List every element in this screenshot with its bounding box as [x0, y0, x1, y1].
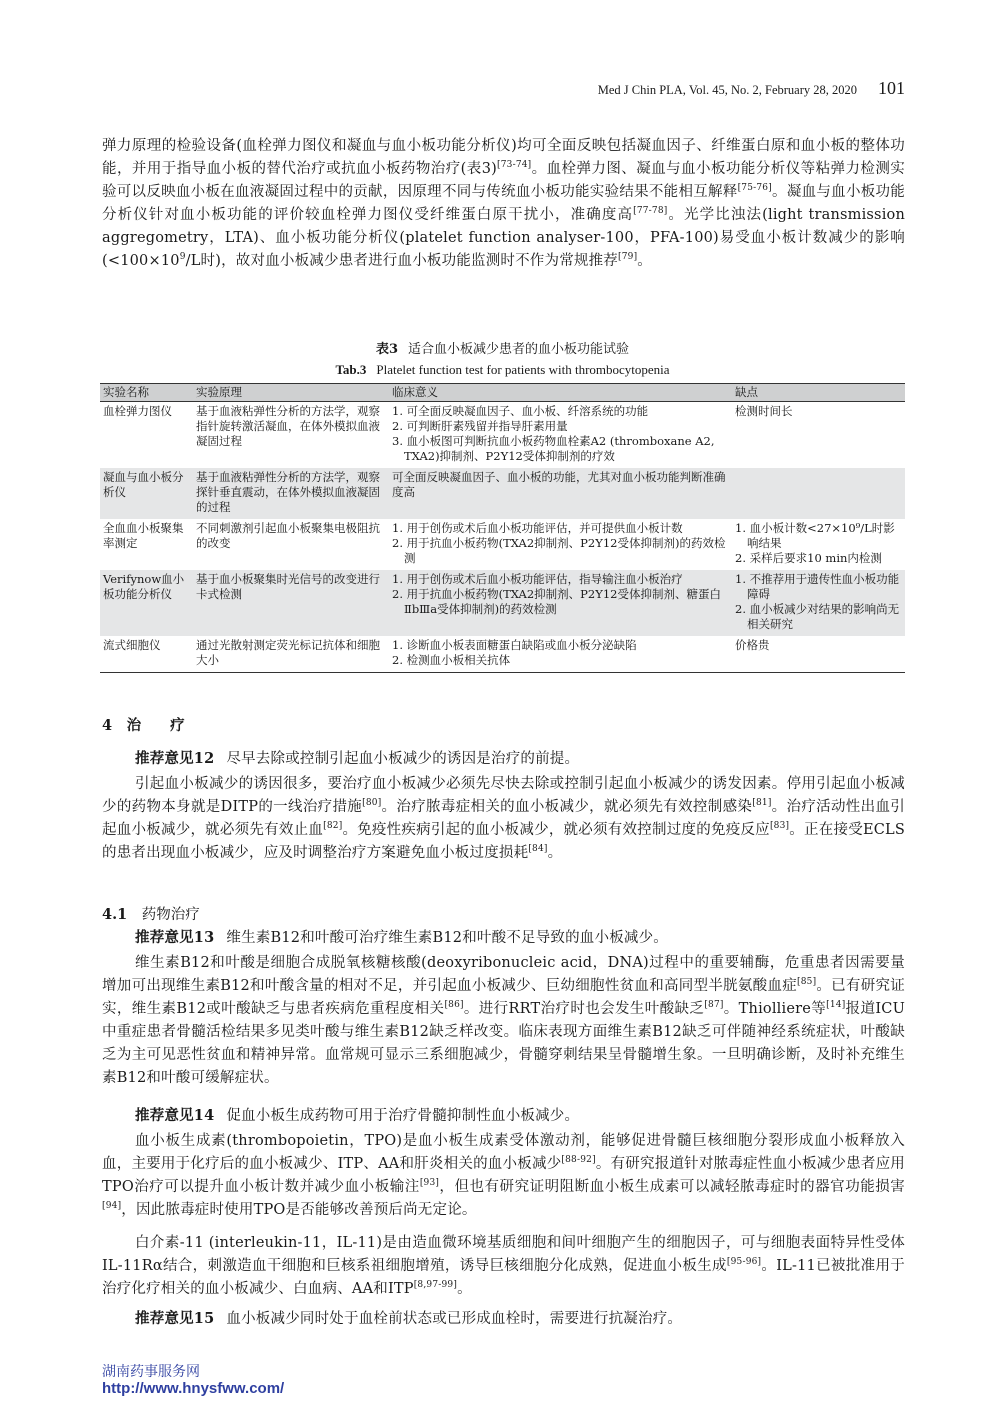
cell-meaning: 1. 诊断血小板表面糖蛋白缺陷或血小板分泌缺陷 2. 检测血小板相关抗体: [389, 636, 732, 673]
cell-meaning: 可全面反映凝血因子、血小板的功能，尤其对血小板功能判断准确度高: [389, 468, 732, 519]
site-name: 湖南药事服务网: [102, 1363, 200, 1379]
paragraph-b12-folate: 维生素B12和叶酸是细胞合成脱氧核糖核酸(deoxyribonucleic acid，DNA)过程中的重要辅酶，危重患者因需要量增加可出现维生素B12和叶酸含量的相对不足，并引起血小板减少、巨幼细胞性贫血和高同型半胱氨酸血症[85]。已有研究证实，维生素B12或叶酸缺乏与患者疾病危重程度相关[86]。进行RRT治疗时也会发生叶酸缺乏[87]。Thiolliere等[14]报道ICU中重症患者骨髓活检结果多见类叶酸与维生素B12缺乏样改变。临床表现方面维生素B12缺乏可伴随神经系统症状，叶酸缺乏为主可见恶性贫血和精神异常。血常规可显示三系细胞减少，骨髓穿刺结果呈骨髓增生象。一旦明确诊断，及时补充维生素B12和叶酸可缓解症状。: [102, 955, 906, 1086]
cell-principle: 基于血液粘弹性分析的方法学，观察探针垂直震动，在体外模拟血液凝固的过程: [193, 468, 389, 519]
paragraph-triggers: 引起血小板减少的诱因很多，要治疗血小板减少必须先尽快去除或控制引起血小板减少的诱发因素。停用引起血小板减少的药物本身就是DITP的一线治疗措施[80]。治疗脓毒症相关的血小板减少，就必须先有效控制感染[81]。治疗活动性出血引起血小板减少，就必须先有效止血[82]。免疫性疾病引起的血小板减少，就必须有效控制过度的免疫反应[83]。正在接受ECLS的患者出现血小板减少，应及时调整治疗方案避免血小板过度损耗[84]。: [102, 776, 906, 861]
table-row: [100, 519, 905, 570]
cell-drawback: [732, 468, 905, 519]
cell-meaning: 1. 可全面反映凝血因子、血小板、纤溶系统的功能 2. 可判断肝素残留并指导肝素用量 3. 血小板图可判断抗血小板药物血栓素A2 (thromboxane A2, TXA2)抑制剂、P2Y12受体抑制剂的疗效: [392, 404, 715, 463]
col-header: 缺点: [732, 384, 905, 402]
cell-principle: 基于血液粘弹性分析的方法学，观察指针旋转激活凝血，在体外模拟血液凝固过程: [196, 404, 380, 448]
table-title-cn: 表3 适合血小板减少患者的血小板功能试验: [375, 342, 630, 357]
table-row: [100, 570, 905, 636]
cell-drawback: 检测时间长: [735, 404, 793, 418]
running-header: [100, 78, 905, 102]
journal-info: Med J Chin PLA, Vol. 45, No. 2, February 28, 2020: [597, 83, 857, 97]
cell-principle: 通过光散射测定荧光标记抗体和细胞大小: [193, 636, 389, 673]
table-row: [100, 636, 905, 673]
cell-name: Verifynow血小板功能分析仪: [100, 570, 193, 636]
cell-drawback: 价格贵: [732, 636, 905, 673]
table-row: [100, 468, 905, 519]
cell-name: 全血血小板聚集率测定: [103, 521, 184, 550]
recommendation-12: 推荐意见12 尽早去除或控制引起血小板减少的诱因是治疗的前提。: [135, 750, 580, 767]
paragraph-il11: 白介素-11 (interleukin-11，IL-11)是由造血微环境基质细胞和间叶细胞产生的细胞因子，可与细胞表面特异性受体IL-11Rα结合，刺激造血干细胞和巨核系祖细胞增殖，诱导巨核细胞分化成熟，促进血小板生成[95-96]。IL-11已被批准用于治疗化疗相关的血小板减少、白血病、AA和ITP[8,97-99]。: [102, 1235, 905, 1297]
cell-drawback: 1. 不推荐用于遗传性血小板功能障碍 2. 血小板减少对结果的影响尚无相关研究: [732, 570, 905, 636]
section-heading-treatment: 4 治 疗: [102, 717, 185, 734]
cell-name: 血栓弹力图仪: [103, 404, 172, 418]
cell-name: 凝血与血小板分析仪: [100, 468, 193, 519]
site-url[interactable]: http://www.hnysfww.com/: [102, 1380, 285, 1397]
paragraph-tpo: 血小板生成素(thrombopoietin，TPO)是血小板生成素受体激动剂，能够促进骨髓巨核细胞分裂形成血小板释放入血，主要用于化疗后的血小板减少、ITP、AA和肝炎相关的血小板减少[88-92]。有研究报道针对脓毒症性血小板减少患者应用TPO治疗可以提升血小板计数并减少血小板输注[93]，但也有研究证明阻断血小板生成素可以减轻脓毒症时的器官功能损害[94]，因此脓毒症时使用TPO是否能够改善预后尚无定论。: [102, 1133, 906, 1218]
table-title-en: Tab.3 Platelet function test for patients with thrombocytopenia: [335, 362, 670, 377]
cell-drawback: 1. 血小板计数<27×10⁹/L时影响结果 2. 采样后要求10 min内检测: [735, 521, 895, 565]
col-header: 临床意义: [389, 384, 732, 402]
recommendation-13: 推荐意见13 维生素B12和叶酸可治疗维生素B12和叶酸不足导致的血小板减少。: [135, 929, 669, 946]
platelet-function-table: [100, 383, 905, 673]
paragraph-intro: 弹力原理的检验设备(血栓弹力图仪和凝血与血小板功能分析仪)均可全面反映包括凝血因子、纤维蛋白原和血小板的整体功能，并用于指导血小板的替代治疗或抗血小板药物治疗(表3)[73-74]。血栓弹力图、凝血与血小板功能分析仪等粘弹力检测实验可以反映血小板在血液凝固过程中的贡献，因原理不同与传统血小板功能实验结果不能相互解释[75-76]。凝血与血小板功能分析仪针对血小板功能的评价较血栓弹力图仪受纤维蛋白原干扰小，准确度高[77-78]。光学比浊法(light transmission aggregometry，LTA)、血小板功能分析仪(platelet function analyser-100，PFA-100)易受血小板计数减少的影响($<100\times 10^9/L$时)，故对血小板减少患者进行血小板功能监测时不作为常规推荐[79]。: [102, 138, 906, 269]
cell-meaning: 1. 用于创伤或术后血小板功能评估，指导输注血小板治疗 2. 用于抗血小板药物(TXA2抑制剂、P2Y12受体抑制剂、糖蛋白ⅡbⅢa受体抑制剂)的药效检测: [389, 570, 732, 636]
cell-principle: 基于血小板聚集时光信号的改变进行卡式检测: [193, 570, 389, 636]
subsection-heading-drug-therapy: 4.1 药物治疗: [102, 906, 200, 923]
col-header: 实验名称: [100, 384, 193, 402]
table-row: [100, 402, 905, 469]
col-header: 实验原理: [193, 384, 389, 402]
cell-principle: 不同刺激剂引起血小板聚集电极阻抗的改变: [196, 521, 380, 550]
cell-meaning: 1. 用于创伤或术后血小板功能评估，并可提供血小板计数 2. 用于抗血小板药物(TXA2抑制剂、P2Y12受体抑制剂)的药效检测: [392, 521, 726, 565]
watermark-footer: [102, 1363, 284, 1397]
page-number: 101: [878, 78, 905, 98]
table-header-row: [100, 384, 905, 402]
cell-name: 流式细胞仪: [100, 636, 193, 673]
recommendation-15: 推荐意见15 血小板减少同时处于血栓前状态或已形成血栓时，需要进行抗凝治疗。: [135, 1310, 683, 1327]
recommendation-14: 推荐意见14 促血小板生成药物可用于治疗骨髓抑制性血小板减少。: [135, 1107, 580, 1124]
